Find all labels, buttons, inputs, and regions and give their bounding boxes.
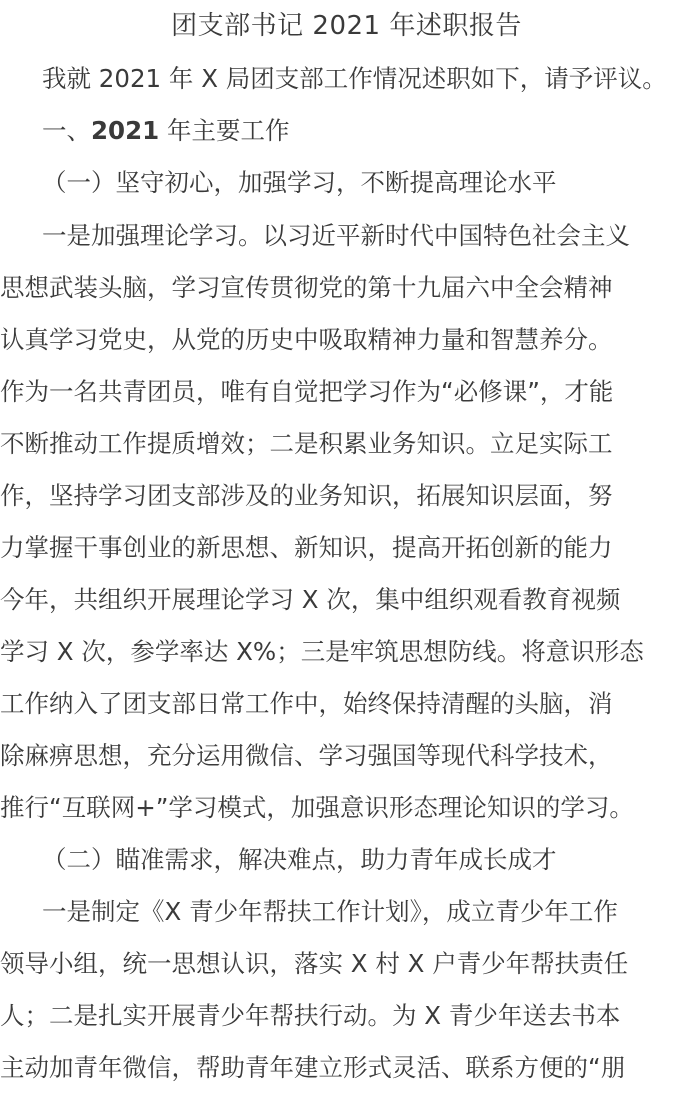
section-heading-suffix: 年主要工作 [159,116,290,145]
paragraph-line: 认真学习党史，从党的历史中吸取精神力量和智慧养分。 [0,325,613,354]
paragraph-line: 作为一名共青团员，唯有自觉把学习作为“必修课”，才能 [0,377,614,406]
section-heading-1 [42,111,693,151]
intro-paragraph: 我就 2021 年 X 局团支部工作情况述职如下，请予评议。 [42,64,667,93]
section-heading-year: 2021 [91,116,160,145]
paragraph-line: 力掌握干事创业的新思想、新知识，提高开拓创新的能力 [0,533,613,562]
paragraph-line: 主动加青年微信，帮助青年建立形式灵活、联系方便的“朋 [0,1053,626,1082]
paragraph-line: 除麻痹思想，充分运用微信、学习强国等现代科学技术， [0,741,613,770]
paragraph-line: 今年，共组织开展理论学习 X 次，集中组织观看教育视频 [0,585,621,614]
paragraph-line: 不断推动工作提质增效；二是积累业务知识。立足实际工 [0,429,613,458]
paragraph-line: 一是制定《X 青少年帮扶工作计划》，成立青少年工作 [42,897,618,926]
paragraph-line: 领导小组，统一思想认识，落实 X 村 X 户青少年帮扶责任 [0,949,629,978]
paragraph-line: 学习 X 次，参学率达 X%；三是牢筑思想防线。将意识形态 [0,637,644,666]
paragraph-line: 人；二是扎实开展青少年帮扶行动。为 X 青少年送去书本 [0,1001,621,1030]
paragraph-line: 一是加强理论学习。以习近平新时代中国特色社会主义 [42,221,630,250]
paragraph-line: 作，坚持学习团支部涉及的业务知识，拓展知识层面，努 [0,481,613,510]
paragraph-line: 推行“互联网+”学习模式，加强意识形态理论知识的学习。 [0,793,634,822]
subsection-heading-1: （一）坚守初心，加强学习，不断提高理论水平 [42,168,557,197]
document-title: 团支部书记 2021 年述职报告 [171,11,522,41]
subsection-heading-2: （二）瞄准需求，解决难点，助力青年成长成才 [42,845,557,874]
paragraph-line: 工作纳入了团支部日常工作中，始终保持清醒的头脑，消 [0,689,613,718]
section-heading-prefix: 一、 [42,116,91,145]
paragraph-line: 思想武装头脑，学习宣传贯彻党的第十九届六中全会精神 [0,273,613,302]
